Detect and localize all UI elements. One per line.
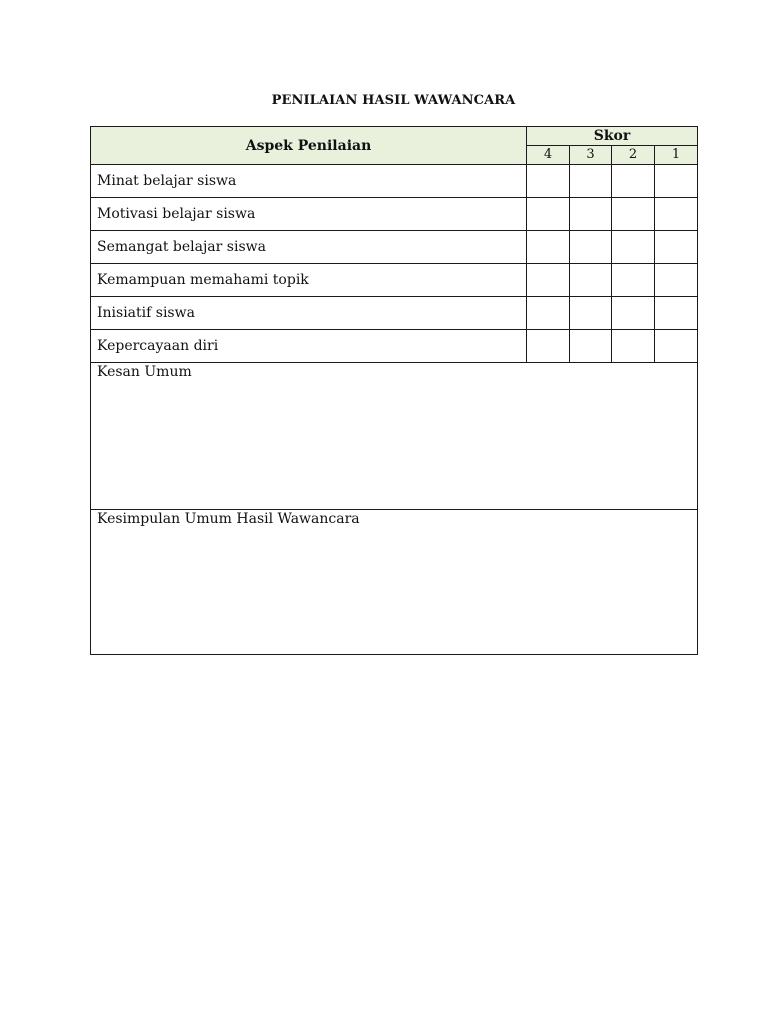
score-cell-1[interactable] [655, 330, 698, 363]
score-cell-2[interactable] [612, 297, 655, 330]
score-cell-1[interactable] [655, 231, 698, 264]
score-level-3: 3 [570, 146, 612, 165]
aspect-label: Minat belajar siswa [91, 165, 527, 198]
assessment-table [90, 126, 698, 655]
score-level-1: 1 [655, 146, 698, 165]
score-cell-2[interactable] [612, 198, 655, 231]
score-cell-3[interactable] [570, 231, 612, 264]
score-cell-2[interactable] [612, 165, 655, 198]
table-row [91, 297, 698, 330]
general-impression-row [91, 363, 698, 510]
general-impression-label: Kesan Umum [97, 364, 192, 380]
conclusion-field[interactable] [91, 510, 698, 655]
score-cell-3[interactable] [570, 297, 612, 330]
table-row [91, 264, 698, 297]
table-row [91, 330, 698, 363]
score-cell-2[interactable] [612, 264, 655, 297]
score-cell-1[interactable] [655, 297, 698, 330]
score-cell-3[interactable] [570, 330, 612, 363]
aspect-header: Aspek Penilaian [91, 127, 527, 165]
score-cell-4[interactable] [527, 165, 570, 198]
aspect-label: Semangat belajar siswa [91, 231, 527, 264]
document-title: PENILAIAN HASIL WAWANCARA [271, 93, 516, 108]
aspect-label: Motivasi belajar siswa [91, 198, 527, 231]
general-impression-field[interactable] [91, 363, 698, 510]
score-header: Skor [527, 127, 698, 146]
score-cell-1[interactable] [655, 264, 698, 297]
aspect-label: Kemampuan memahami topik [91, 264, 527, 297]
conclusion-row [91, 510, 698, 655]
table-row [91, 231, 698, 264]
score-cell-3[interactable] [570, 264, 612, 297]
score-cell-4[interactable] [527, 198, 570, 231]
score-cell-1[interactable] [655, 198, 698, 231]
score-cell-4[interactable] [527, 264, 570, 297]
score-cell-3[interactable] [570, 165, 612, 198]
score-cell-1[interactable] [655, 165, 698, 198]
conclusion-label: Kesimpulan Umum Hasil Wawancara [97, 511, 360, 527]
table-row [91, 165, 698, 198]
score-cell-2[interactable] [612, 330, 655, 363]
score-cell-2[interactable] [612, 231, 655, 264]
header-row [91, 127, 698, 146]
score-cell-4[interactable] [527, 330, 570, 363]
aspect-label: Inisiatif siswa [91, 297, 527, 330]
score-cell-4[interactable] [527, 231, 570, 264]
score-cell-4[interactable] [527, 297, 570, 330]
score-level-2: 2 [612, 146, 655, 165]
score-cell-3[interactable] [570, 198, 612, 231]
score-level-4: 4 [527, 146, 570, 165]
table-row [91, 198, 698, 231]
aspect-label: Kepercayaan diri [91, 330, 527, 363]
